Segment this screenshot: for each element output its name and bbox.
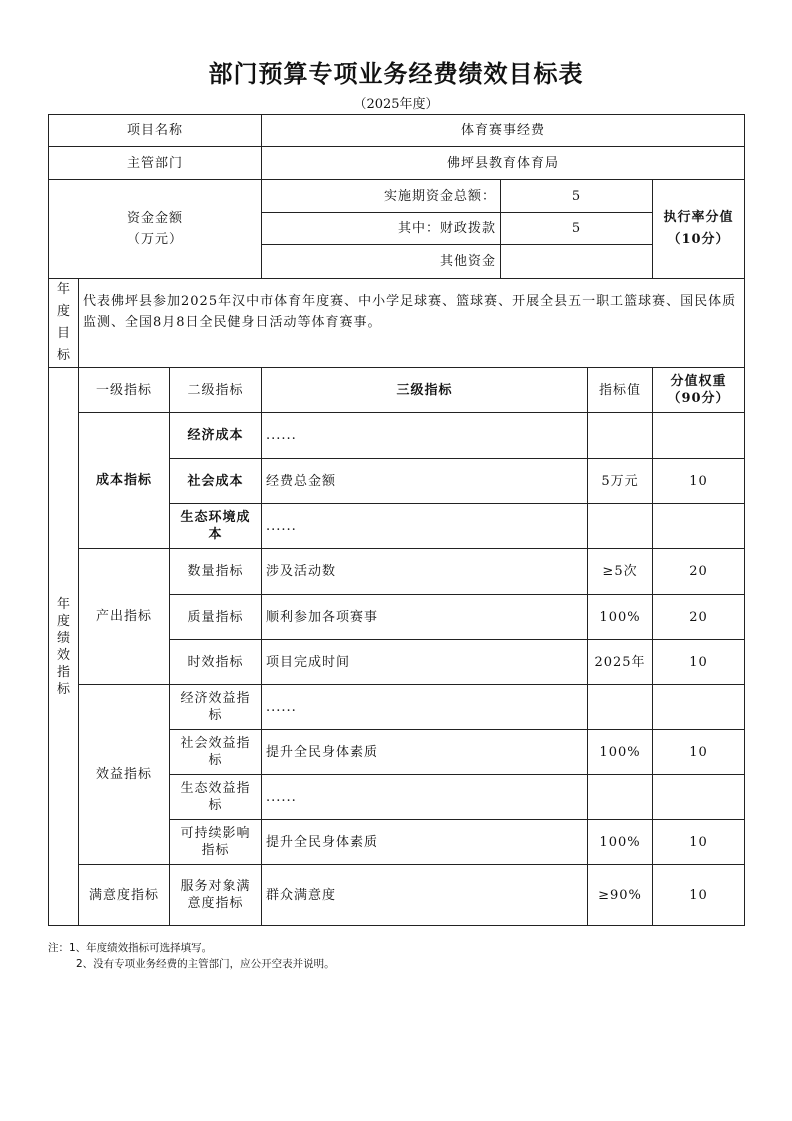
- value-cell: 100%: [588, 730, 653, 775]
- group-label: 成本指标: [79, 413, 170, 549]
- value-cell: [588, 413, 653, 459]
- level2-cell: 社会成本: [170, 459, 262, 504]
- weight-cell: 10: [653, 730, 745, 775]
- performance-table: [48, 114, 745, 926]
- level2-cell: 质量指标: [170, 595, 262, 640]
- level2-text: 生态效益指标: [180, 781, 251, 813]
- level3-cell: ......: [262, 504, 588, 549]
- group-label: 产出指标: [79, 549, 170, 685]
- level2-cell: [170, 865, 262, 926]
- level3-cell: ......: [262, 685, 588, 730]
- funds-other-value: [501, 245, 653, 279]
- group-label: 效益指标: [79, 685, 170, 865]
- project-name-label: 项目名称: [49, 115, 262, 147]
- funds-total-label: 实施期资金总额：: [262, 180, 501, 213]
- level2-cell: [170, 820, 262, 865]
- level2-cell: [170, 504, 262, 549]
- weight-cell: [653, 775, 745, 820]
- weight-cell: 10: [653, 459, 745, 504]
- level2-text: 生态环境成本: [180, 510, 251, 542]
- value-cell: 100%: [588, 595, 653, 640]
- footnote-2: 2、没有专项业务经费的主管部门，应公开空表并说明。: [76, 958, 335, 970]
- level2-text: 经济效益指标: [180, 691, 251, 723]
- level2-cell: [170, 730, 262, 775]
- funds-fiscal-label: 其中：财政拨款: [262, 213, 501, 245]
- level3-cell: 经费总金额: [262, 459, 588, 504]
- level3-cell: 涉及活动数: [262, 549, 588, 595]
- header-level3: 三级指标: [262, 368, 588, 413]
- level2-cell: [170, 685, 262, 730]
- page-title: 部门预算专项业务经费绩效目标表: [208, 60, 584, 88]
- weight-cell: 10: [653, 820, 745, 865]
- value-cell: [588, 775, 653, 820]
- exec-rate-label: [653, 180, 745, 279]
- indicator-section-text: 年度绩效指标: [56, 596, 70, 697]
- header-weight: [653, 368, 745, 413]
- dept-value: 佛坪县教育体育局: [262, 147, 745, 180]
- weight-cell: 10: [653, 865, 745, 926]
- value-cell: ≥5次: [588, 549, 653, 595]
- value-cell: 2025年: [588, 640, 653, 685]
- level2-cell: [170, 775, 262, 820]
- level3-cell: 群众满意度: [262, 865, 588, 926]
- funds-other-label: 其他资金: [262, 245, 501, 279]
- dept-label: 主管部门: [49, 147, 262, 180]
- value-cell: 5万元: [588, 459, 653, 504]
- level3-cell: 项目完成时间: [262, 640, 588, 685]
- funds-label: [49, 180, 262, 279]
- goal-label-text: 年度目标: [56, 282, 70, 363]
- funds-total-value: 5: [501, 180, 653, 213]
- weight-cell: [653, 685, 745, 730]
- value-cell: [588, 685, 653, 730]
- weight-cell: 10: [653, 640, 745, 685]
- group-label: 满意度指标: [79, 865, 170, 926]
- value-cell: ≥90%: [588, 865, 653, 926]
- level3-cell: ......: [262, 775, 588, 820]
- goal-text: 代表佛坪县参加2025年汉中市体育年度赛、中小学足球赛、篮球赛、开展全县五一职工篮球赛、国民体质监测、全国8月8日全民健身日活动等体育赛事。: [79, 279, 745, 368]
- goal-label: [49, 279, 79, 368]
- header-level1: 一级指标: [79, 368, 170, 413]
- header-level2: 二级指标: [170, 368, 262, 413]
- level2-cell: 时效指标: [170, 640, 262, 685]
- level2-text: 社会效益指标: [180, 736, 251, 768]
- footnotes: [48, 940, 335, 972]
- exec-rate-text: 执行率分值（10分）: [663, 210, 734, 247]
- level3-cell: 提升全民身体素质: [262, 820, 588, 865]
- level3-cell: 提升全民身体素质: [262, 730, 588, 775]
- project-name-value: 体育赛事经费: [262, 115, 745, 147]
- weight-cell: 20: [653, 595, 745, 640]
- funds-label-text: 资金金额（万元）: [126, 211, 183, 247]
- funds-fiscal-value: 5: [501, 213, 653, 245]
- value-cell: 100%: [588, 820, 653, 865]
- indicator-section-label: [49, 368, 79, 926]
- value-cell: [588, 504, 653, 549]
- level2-text: 可持续影响指标: [180, 826, 251, 858]
- level2-cell: 数量指标: [170, 549, 262, 595]
- level3-cell: ......: [262, 413, 588, 459]
- fiscal-year: （2025年度）: [353, 97, 439, 112]
- level2-cell: 经济成本: [170, 413, 262, 459]
- footnote-1: 注：1、年度绩效指标可选择填写。: [48, 942, 213, 954]
- header-value: 指标值: [588, 368, 653, 413]
- header-weight-text: 分值权重（90分）: [667, 374, 730, 406]
- weight-cell: [653, 413, 745, 459]
- weight-cell: 20: [653, 549, 745, 595]
- level3-cell: 顺利参加各项赛事: [262, 595, 588, 640]
- level2-text: 服务对象满意度指标: [180, 879, 251, 911]
- weight-cell: [653, 504, 745, 549]
